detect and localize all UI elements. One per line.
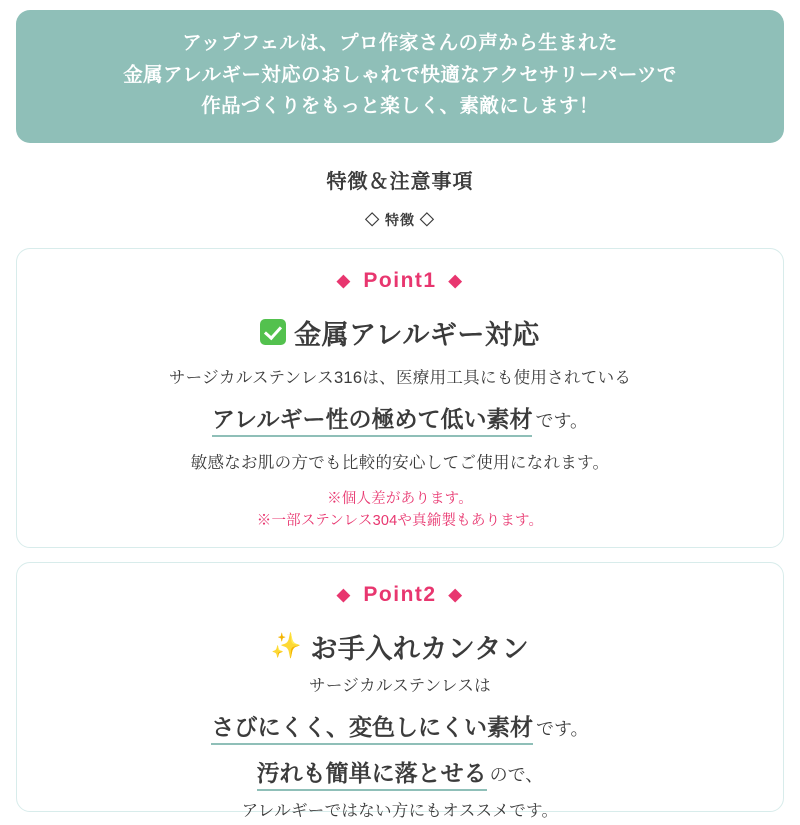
sparkle-icon: ✨ (270, 631, 303, 660)
page-container (0, 10, 800, 821)
point1-line-1: サージカルステンレス316は、医療用工具にも使用されている (168, 368, 632, 387)
point2-subject-label: お手入れカンタン (310, 633, 530, 664)
point1-heading (35, 269, 765, 293)
point2-line-1: サージカルステンレスは (309, 676, 491, 695)
diamond-left-icon: ◆ (336, 271, 352, 291)
point1-card (16, 248, 784, 548)
hero-banner (16, 10, 784, 143)
point2-highlight-2: 汚れも簡単に落とせる (257, 755, 487, 791)
point1-subject-label: 金属アレルギー対応 (294, 319, 540, 350)
point2-highlight-2-tail: ので、 (489, 765, 544, 786)
diamond-right-icon: ◆ (448, 271, 464, 291)
hero-line-1: アップフェルは、プロ作家さんの声から生まれた (182, 32, 618, 54)
diamond-right-icon: ◆ (448, 585, 464, 605)
point2-subject (35, 627, 765, 666)
point2-highlight-row-2 (35, 755, 765, 791)
point2-highlight-row-1 (35, 709, 765, 745)
point1-highlight-row (35, 401, 765, 437)
point2-heading-label: Point2 (363, 582, 437, 606)
point2-highlight-1: さびにくく、変色しにくい素材 (211, 709, 533, 745)
point2-heading (35, 583, 765, 607)
hero-line-2: 金属アレルギー対応のおしゃれで快適なアクセサリーパーツで (123, 63, 677, 86)
section-subtitle: ◇ 特徴 ◇ (365, 211, 435, 228)
point1-subject (35, 313, 765, 352)
diamond-left-icon: ◆ (336, 585, 352, 605)
point1-heading-label: Point1 (363, 268, 437, 292)
point1-highlight: アレルギー性の極めて低い素材 (212, 401, 533, 437)
point1-line-2: 敏感なお肌の方でも比較的安心してご使用になれます。 (190, 454, 610, 473)
hero-line-3: 作品づくりをもっと楽しく、素敵にします！ (201, 95, 599, 118)
point1-note-2: ※一部ステンレス304や真鍮製もあります。 (256, 512, 544, 529)
point1-highlight-tail: です。 (535, 411, 589, 432)
point2-line-2: アレルギーではない方にもオススメです。 (241, 802, 559, 821)
point2-highlight-1-tail: です。 (535, 719, 589, 740)
section-title: 特徴＆注意事項 (326, 170, 474, 193)
point1-note-1: ※個人差があります。 (327, 490, 473, 507)
check-icon (260, 319, 286, 345)
point2-card (16, 562, 784, 821)
